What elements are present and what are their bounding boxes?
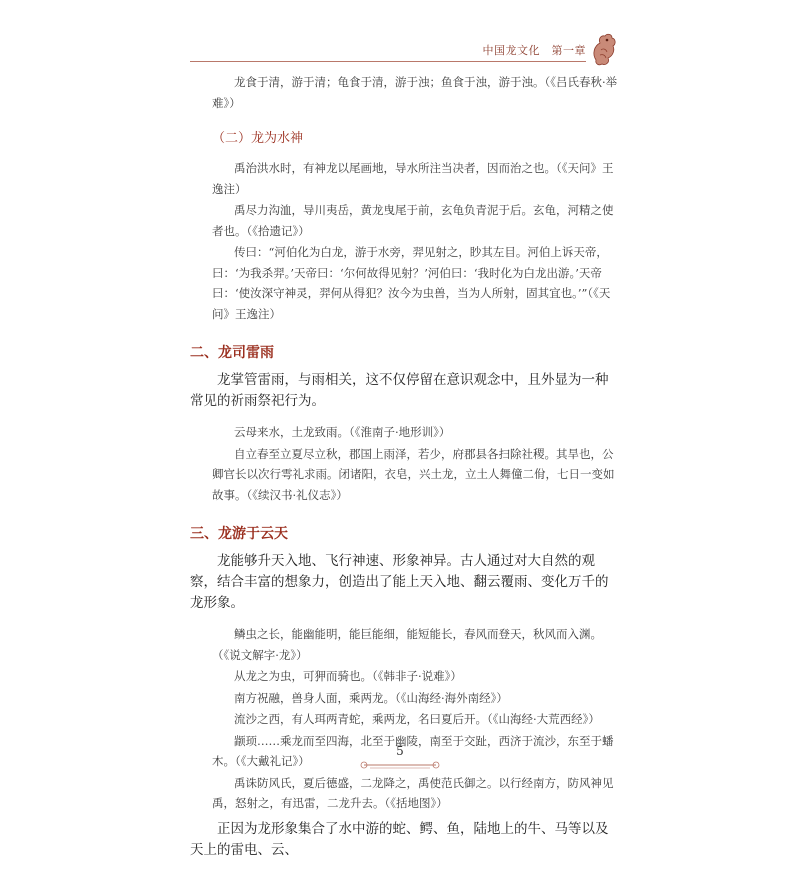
running-head-text: 中国龙文化 第一章 [482, 44, 586, 57]
dragon-emblem-icon [588, 30, 618, 68]
page-number: 5 [396, 744, 404, 758]
page-footer [360, 744, 440, 774]
quote-dadailiji: 颛顼……乘龙而至四海，北至于幽陵，南至于交趾，西济于流沙，东至于蟠木。（《大戴礼记》） [212, 733, 614, 768]
section-heading-thunder-rain: 二、龙司雷雨 [190, 345, 274, 361]
body-paragraph-rain: 龙掌管雷雨，与雨相关，这不仅停留在意识观念中，且外显为一种常见的祈雨祭祀行为。 [190, 372, 609, 409]
quote-shanhaijing-2: 流沙之西，有人珥两青蛇，乘两龙，名曰夏后开。（《山海经·大荒西经》） [234, 712, 600, 726]
quote-xuhanshu: 自立春至立夏尽立秋，郡国上雨泽，若少，府郡县各扫除社稷。其旱也，公卿官长以次行雩礼求雨。闭诸阳，衣皂，兴土龙，立土人舞僮二佾，七日一变如故事。（《续汉书·礼仪志》） [212, 446, 615, 502]
quote-kuodit: 禹诛防风氏，夏后德盛，二龙降之，禹使范氏御之。以行经南方，防风神见禹，怒射之，有迅雷，二龙升去。（《括地图》） [212, 775, 614, 810]
quote-tianwen-1: 禹治洪水时，有神龙以尾画地，导水所注当决者，因而治之也。（《天问》王逸注） [212, 161, 614, 196]
quote-huainanzi: 云母来水，土龙致雨。（《淮南子·地形训》） [234, 425, 451, 439]
body-paragraph-sky: 龙能够升天入地、飞行神速、形象神异。古人通过对大自然的观察，结合丰富的想象力，创造出了能上天入地、翻云覆雨、变化万千的龙形象。 [190, 553, 609, 611]
quote-shuowen: 鳞虫之长，能幽能明，能巨能细，能短能长，春风而登天，秋风而入渊。（《说文解字·龙》） [212, 627, 602, 662]
header-rule [190, 61, 586, 62]
body-paragraph-closing: 正因为龙形象集合了水中游的蛇、鳄、鱼，陆地上的牛、马等以及天上的雷电、云、 [190, 820, 609, 858]
quote-lushi: 龙食于清，游于清；龟食于清，游于浊；鱼食于浊，游于浊。（《吕氏春秋·举难》） [212, 75, 618, 110]
quote-tianwen-2: 传曰：“河伯化为白龙，游于水旁，羿见射之，眇其左目。河伯上诉天帝，曰：‘为我杀羿。’天帝曰：‘尔何故得见射？’河伯曰：‘我时化为白龙出游。’天帝曰：‘使汝深守神灵，羿何从得犯？汝今为虫兽，当为人所射，固其宜也。’”（《天问》王逸注） [212, 245, 611, 321]
section-heading-clouds-sky: 三、龙游于云天 [190, 526, 288, 542]
quote-shanhaijing-1: 南方祝融，兽身人面，乘两龙。（《山海经·海外南经》） [234, 690, 508, 705]
quote-hanfeizi: 从龙之为虫，可狎而骑也。（《韩非子·说难》） [234, 669, 462, 683]
subsection-heading-water-god: （二）龙为水神 [212, 131, 304, 146]
scroll-ornament-icon [360, 758, 440, 772]
running-header [190, 30, 610, 70]
quote-shiyiji: 禹尽力沟洫，导川夷岳，黄龙曳尾于前，玄龟负青泥于后。玄龟，河精之使者也。（《拾遗记》） [212, 203, 614, 238]
